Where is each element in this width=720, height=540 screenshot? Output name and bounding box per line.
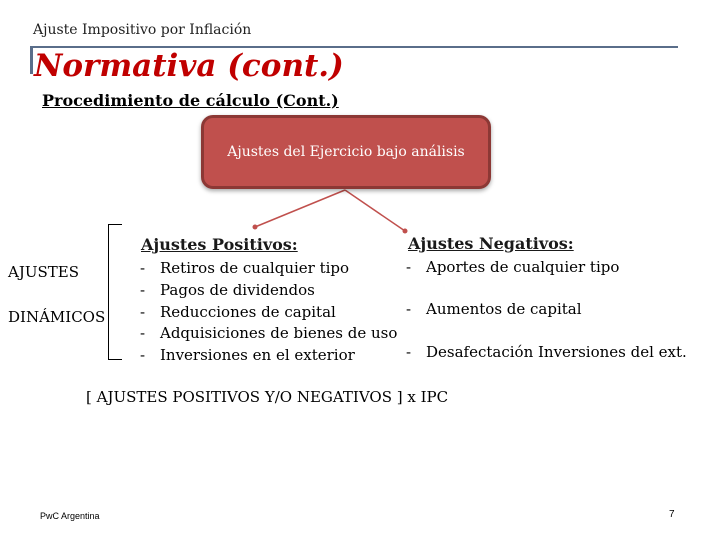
positive-heading: Ajustes Positivos: (141, 235, 298, 254)
connector-left (255, 190, 345, 227)
connector-dot-right (403, 229, 408, 234)
subtitle: Procedimiento de cálculo (Cont.) (42, 91, 339, 110)
center-box (201, 115, 491, 189)
positive-item: - Reducciones de capital (140, 303, 336, 321)
left-bracket (108, 224, 122, 360)
page-number: 7 (669, 509, 675, 520)
formula: [ AJUSTES POSITIVOS Y/O NEGATIVOS ] x IPC (86, 388, 449, 406)
center-box-label: Ajustes del Ejercicio bajo análisis (227, 144, 465, 160)
positive-item: - Adquisiciones de bienes de uso (140, 324, 398, 342)
connector-dot-left (253, 225, 258, 230)
title-tick (30, 46, 33, 74)
positive-item: - Retiros de cualquier tipo (140, 259, 350, 277)
positive-item: - Inversiones en el exterior (140, 346, 355, 364)
top-label: Ajuste Impositivo por Inflación (33, 22, 252, 38)
positive-item: - Pagos de dividendos (140, 281, 315, 299)
left-label-ajustes: AJUSTES (8, 263, 79, 281)
footer-company: PwC Argentina (40, 511, 100, 521)
negative-heading: Ajustes Negativos: (408, 234, 574, 253)
negative-item: - Aumentos de capital (406, 300, 582, 318)
connector-right (345, 190, 405, 231)
negative-item: - Aportes de cualquier tipo (406, 258, 620, 276)
negative-item: - Desafectación Inversiones del ext. (406, 343, 687, 361)
left-label-dinamicos: DINÁMICOS (8, 308, 106, 326)
page-title: Normativa (cont.) (34, 48, 344, 84)
